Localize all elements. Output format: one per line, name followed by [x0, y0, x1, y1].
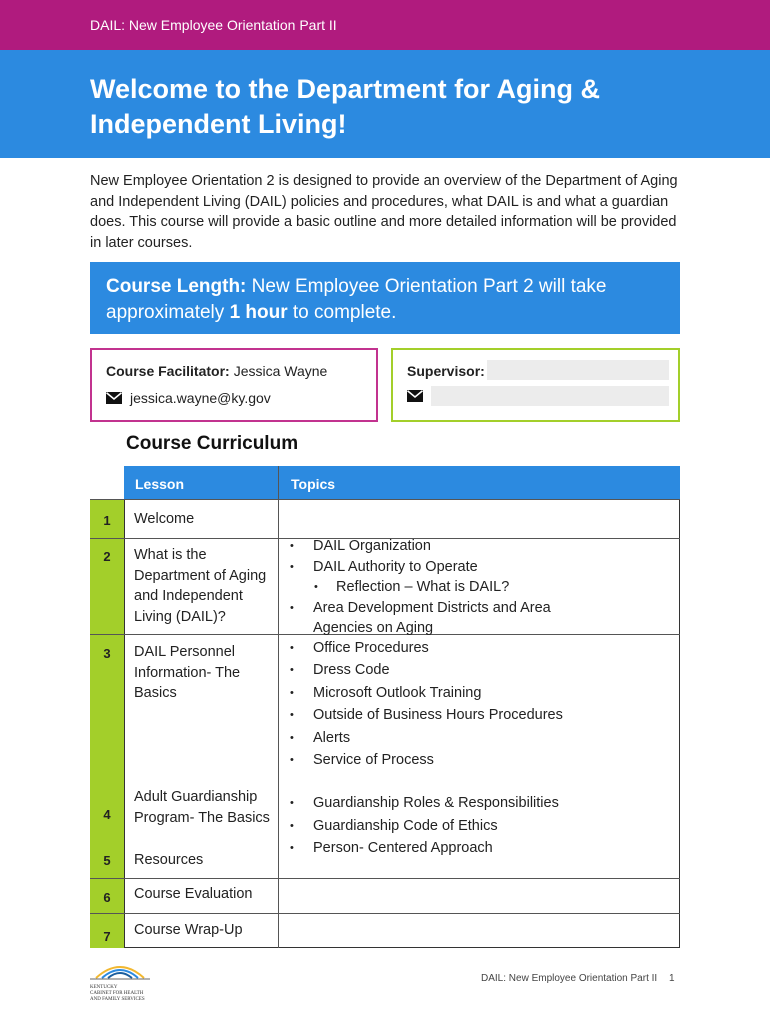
bullet-icon: •	[290, 642, 294, 654]
supervisor-line	[407, 363, 489, 379]
row-divider	[90, 878, 680, 879]
lesson-name: Course Evaluation	[134, 886, 253, 902]
topic-item: Guardianship Code of Ethics	[313, 818, 498, 834]
row-divider	[90, 499, 680, 500]
curriculum-title: Course Curriculum	[126, 433, 299, 454]
document-label: DAIL: New Employee Orientation Part II	[90, 17, 337, 33]
course-length-tail: to complete.	[292, 302, 397, 323]
lesson-name: Course Wrap-Up	[134, 922, 243, 938]
lesson-name: What is the Department of Aging and Independent Living (DAIL)?	[134, 547, 267, 625]
topic-item: Dress Code	[313, 662, 390, 678]
bullet-icon: •	[314, 581, 318, 593]
lesson-number-strip	[90, 499, 124, 948]
topic-item: Guardianship Roles & Responsibilities	[313, 795, 559, 811]
lesson-number: 6	[103, 890, 111, 905]
table-header	[124, 466, 680, 500]
lesson-name: Resources	[134, 852, 204, 868]
bullet-icon: •	[290, 664, 294, 676]
bullet-icon: •	[290, 797, 294, 809]
topic-item: Outside of Business Hours Procedures	[313, 707, 563, 723]
lesson-name: Adult Guardianship Program- The Basics	[134, 789, 270, 826]
bullet-icon: •	[290, 540, 294, 552]
bullet-icon: •	[290, 687, 294, 699]
bullet-icon: •	[290, 842, 294, 854]
lesson-name: Welcome	[134, 511, 195, 527]
topic-item: DAIL Authority to Operate	[313, 559, 478, 575]
sunrise-logo-icon	[90, 958, 150, 980]
supervisor-label: Supervisor:	[407, 363, 485, 379]
topic-item: Office Procedures	[313, 640, 429, 656]
course-length-text: New Employee Orientation Part 2 will take approximately	[106, 276, 607, 323]
page-number: 1	[669, 973, 675, 984]
top-banner	[0, 0, 770, 50]
footer-label: DAIL: New Employee Orientation Part II	[481, 973, 658, 984]
lesson-number: 3	[103, 646, 111, 661]
supervisor-email-line	[407, 390, 431, 402]
kentucky-logo	[90, 958, 150, 1002]
supervisor-email-field[interactable]	[431, 386, 669, 406]
bullet-icon: •	[290, 709, 294, 721]
page-title: Welcome to the Department for Aging & Independent Living!	[90, 74, 601, 139]
facilitator-email-line	[106, 390, 271, 406]
facilitator-name: Jessica Wayne	[233, 363, 328, 379]
subtopic-item: Reflection – What is DAIL?	[336, 579, 510, 595]
intro-paragraph: New Employee Orientation 2 is designed to provide an overview of the Department of Aging and Independent Living (DAIL) policies and procedures, what DAIL is and what a guardian does. This course will provide a basic outline and more detailed information will be provided in later courses.	[90, 173, 678, 251]
lesson-number: 7	[103, 929, 111, 944]
course-length-box	[90, 262, 680, 334]
bullet-icon: •	[290, 602, 294, 614]
topic-item: Service of Process	[313, 752, 434, 768]
supervisor-card	[391, 348, 680, 422]
facilitator-label: Course Facilitator:	[106, 363, 230, 379]
supervisor-name-field[interactable]	[487, 360, 669, 380]
bullet-icon: •	[290, 820, 294, 832]
lesson-name: DAIL Personnel Information- The Basics	[134, 644, 241, 701]
bullet-icon: •	[290, 732, 294, 744]
envelope-icon	[106, 392, 122, 404]
header-lesson: Lesson	[135, 476, 185, 492]
logo-line-2: CABINET FOR HEALTH	[90, 991, 144, 996]
course-length-label: Course Length:	[106, 276, 247, 297]
lesson-number: 2	[103, 549, 111, 564]
row-divider	[90, 913, 680, 914]
topic-item: Area Development Districts and Area Agencies on Aging	[313, 600, 551, 636]
logo-line-3: AND FAMILY SERVICES	[90, 997, 145, 1002]
bullet-icon: •	[290, 754, 294, 766]
header-topics: Topics	[291, 476, 336, 492]
course-length-duration: 1 hour	[229, 302, 288, 323]
topic-item: Alerts	[313, 730, 351, 746]
envelope-icon	[407, 390, 423, 402]
facilitator-email-link[interactable]: jessica.wayne@ky.gov	[130, 390, 271, 406]
lesson-number: 4	[103, 807, 111, 822]
topic-item: Microsoft Outlook Training	[313, 685, 482, 701]
lesson-number: 5	[103, 853, 111, 868]
lesson-number: 1	[103, 513, 111, 528]
facilitator-card	[90, 348, 378, 422]
bullet-icon: •	[290, 561, 294, 573]
facilitator-line	[106, 363, 327, 379]
topic-item: Person- Centered Approach	[313, 840, 493, 856]
logo-line-1: KENTUCKY	[90, 985, 118, 990]
title-banner	[0, 50, 770, 158]
topic-item: DAIL Organization	[313, 538, 431, 554]
